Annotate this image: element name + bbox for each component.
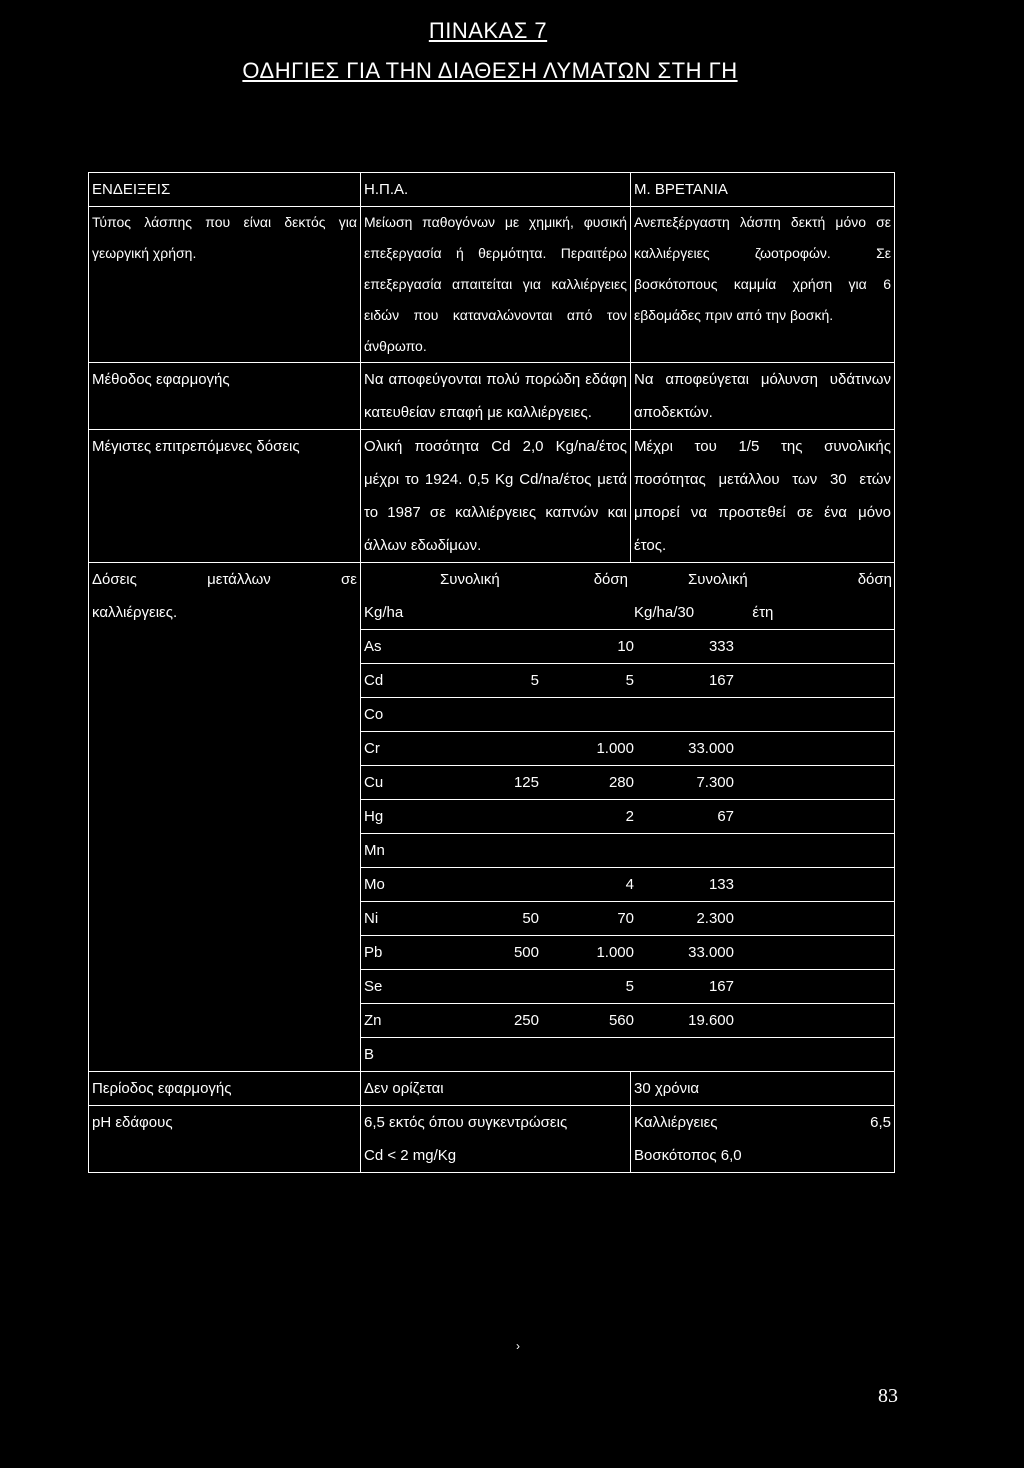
metal-uk-dose-30y: 333 [708, 638, 734, 655]
metal-symbol: Mn [364, 842, 385, 859]
header-usa: Η.Π.Α. [361, 173, 631, 207]
page-subtitle: ΟΔΗΓΙΕΣ ΓΙΑ ΤΗΝ ΔΙΑΘΕΣΗ ΛΥΜΑΤΩΝ ΣΤΗ ΓΗ [242, 58, 738, 83]
metal-doses-label [89, 563, 361, 630]
metal-symbol: Hg [364, 808, 384, 825]
usa-dose-label: δόση [593, 571, 628, 588]
metal-row-grid [364, 868, 891, 901]
metal-row [89, 1004, 895, 1038]
metal-uk-dose-30y: 7.300 [696, 774, 734, 791]
sludge-type-uk: Ανεπεξέργαστη λάσπη δεκτή μόνο σε καλλιέργειες ζωοτροφών. Σε βοσκότοπους καμμία χρήση για 6 εβδομάδες πριν από την βοσκή. [631, 207, 895, 363]
metal-usa-dose: 500 [513, 944, 539, 961]
uk-total-dose-label: Συνολική [688, 571, 748, 588]
metal-uk-dose: 10 [617, 638, 634, 655]
metal-doses-label-b: μετάλλων [207, 571, 271, 588]
metal-row-values [361, 1038, 895, 1072]
row-ph [89, 1106, 895, 1173]
metal-row [89, 1038, 895, 1072]
metal-symbol: Co [364, 706, 384, 723]
metal-row-values [361, 936, 895, 970]
period-usa: Δεν ορίζεται [361, 1072, 631, 1106]
metal-uk-dose-30y: 167 [708, 978, 734, 995]
metal-row-label-cell [89, 902, 361, 936]
metal-row-values [361, 800, 895, 834]
metal-row-grid [364, 630, 891, 663]
metal-row-values [361, 834, 895, 868]
metal-symbol: B [364, 1046, 375, 1063]
usa-unit: Kg/ha [364, 604, 404, 621]
metal-row-grid [364, 766, 891, 799]
method-usa: Να αποφεύγονται πολύ πορώδη εδάφη κατευθείαν επαφή με καλλιέργειες. [361, 363, 631, 430]
method-label: Μέθοδος εφαρμογής [89, 363, 361, 430]
header-indications: ΕΝΔΕΙΞΕΙΣ [89, 173, 361, 207]
metal-row-label-cell [89, 936, 361, 970]
row-metal-doses [89, 563, 895, 630]
period-uk: 30 χρόνια [631, 1072, 895, 1106]
header-uk: Μ. ΒΡΕΤΑΝΙΑ [631, 173, 895, 207]
metal-row-values [361, 664, 895, 698]
metal-row-grid [364, 1004, 891, 1037]
uk-unit: Kg/ha/30 [634, 604, 695, 621]
metal-row [89, 664, 895, 698]
metal-row-label-cell [89, 834, 361, 868]
metal-row [89, 868, 895, 902]
metal-row-grid [364, 902, 891, 935]
metal-usa-dose: 125 [513, 774, 539, 791]
ph-usa [361, 1106, 631, 1173]
sludge-type-usa: Μείωση παθογόνων με χημική, φυσική επεξεργασία ή θερμότητα. Περαιτέρω επεξεργασία απαιτείται για καλλιέργειες ειδών που καταναλώνονται από τον άνθρωπο. [361, 207, 631, 363]
ph-uk-crops: Καλλιέργειες [634, 1114, 718, 1131]
metal-uk-dose-30y: 33.000 [688, 740, 734, 757]
metal-row-grid [364, 664, 891, 697]
metal-rows [89, 630, 895, 1072]
metal-row [89, 698, 895, 732]
ph-usa-line1: 6,5 εκτός όπου συγκεντρώσεις [364, 1114, 568, 1131]
ph-uk [631, 1106, 895, 1173]
metal-row [89, 766, 895, 800]
metal-row-grid [364, 936, 891, 969]
metal-row-values [361, 1004, 895, 1038]
metal-doses-label-d: καλλιέργειες. [92, 604, 178, 621]
guidelines-table [88, 172, 895, 1173]
metal-row-label-cell [89, 766, 361, 800]
max-doses-usa: Ολική ποσότητα Cd 2,0 Kg/na/έτος μέχρι το 1924. 0,5 Kg Cd/na/έτος μετά το 1987 σε καλλιέργειες καπνών και άλλων εδωδίμων. [361, 430, 631, 563]
metal-uk-dose-30y: 133 [708, 876, 734, 893]
footer-mark: › [516, 1339, 520, 1353]
metal-uk-dose: 70 [617, 910, 634, 927]
metal-uk-dose-30y: 33.000 [688, 944, 734, 961]
row-period [89, 1072, 895, 1106]
method-uk: Να αποφεύγεται μόλυνση υδάτινων αποδεκτών. [631, 363, 895, 430]
metal-symbol: Se [364, 978, 383, 995]
metal-uk-dose: 4 [625, 876, 634, 893]
row-method [89, 363, 895, 430]
metal-row-grid [364, 834, 891, 867]
metal-symbol: Cu [364, 774, 384, 791]
metal-row-grid [364, 970, 891, 1003]
row-max-doses [89, 430, 895, 563]
metal-symbol: Mo [364, 876, 385, 893]
page-number: 83 [878, 1385, 898, 1407]
metal-symbol: Ni [364, 910, 379, 927]
period-label: Περίοδος εφαρμογής [89, 1072, 361, 1106]
metal-row-label-cell [89, 970, 361, 1004]
metal-row [89, 970, 895, 1004]
metal-symbol: Zn [364, 1012, 382, 1029]
metal-symbol: Pb [364, 944, 383, 961]
metal-row-label-cell [89, 664, 361, 698]
ph-uk-crops-value: 6,5 [870, 1114, 891, 1131]
metal-row-values [361, 630, 895, 664]
max-doses-uk: Μέχρι του 1/5 της συνολικής ποσότητας μετάλλου των 30 ετών μπορεί να προστεθεί σε ένα μόνο έτος. [631, 430, 895, 563]
metal-row-grid [364, 698, 891, 731]
metal-uk-dose: 5 [625, 978, 634, 995]
metal-row [89, 630, 895, 664]
metal-row-grid [364, 1038, 891, 1071]
metal-row-values [361, 970, 895, 1004]
metal-row-label-cell [89, 630, 361, 664]
metal-uk-dose-30y: 67 [717, 808, 734, 825]
metal-row [89, 800, 895, 834]
metal-row-label-cell [89, 1004, 361, 1038]
metal-symbol: Cr [364, 740, 380, 757]
uk-unit-years: έτη [752, 604, 774, 621]
metal-usa-dose: 50 [522, 910, 539, 927]
metal-row-label-cell [89, 868, 361, 902]
ph-usa-line2: Cd < 2 mg/Kg [364, 1147, 457, 1164]
metal-symbol: As [364, 638, 382, 655]
metal-row-values [361, 868, 895, 902]
metal-uk-dose-30y: 2.300 [696, 910, 734, 927]
row-sludge-type [89, 207, 895, 363]
metal-uk-dose: 1.000 [596, 944, 634, 961]
uk-dose-label: δόση [857, 571, 892, 588]
metal-uk-dose: 560 [608, 1012, 634, 1029]
metal-doses-header [361, 563, 895, 630]
metal-row-values [361, 766, 895, 800]
metal-uk-dose-30y: 19.600 [688, 1012, 734, 1029]
ph-uk-pasture: Βοσκότοπος 6,0 [634, 1147, 742, 1164]
metal-uk-dose-30y: 167 [708, 672, 734, 689]
metal-row-label-cell [89, 800, 361, 834]
metal-row-values [361, 732, 895, 766]
metal-row-grid [364, 732, 891, 765]
metal-doses-label-a: Δόσεις [92, 571, 137, 588]
metal-row [89, 834, 895, 868]
usa-total-dose-label: Συνολική [440, 571, 500, 588]
max-doses-label: Μέγιστες επιτρεπόμενες δόσεις [89, 430, 361, 563]
metal-doses-label-c: σε [341, 571, 357, 588]
metal-row [89, 936, 895, 970]
metal-usa-dose: 5 [530, 672, 539, 689]
metal-uk-dose: 1.000 [596, 740, 634, 757]
metal-row [89, 902, 895, 936]
metal-uk-dose: 5 [625, 672, 634, 689]
header-row [89, 173, 895, 207]
sludge-type-label: Τύπος λάσπης που είναι δεκτός για γεωργική χρήση. [89, 207, 361, 363]
metal-row-values [361, 698, 895, 732]
metal-row-grid [364, 800, 891, 833]
page-title: ΠΙΝΑΚΑΣ 7 [428, 18, 548, 43]
ph-label: pH εδάφους [89, 1106, 361, 1173]
metal-usa-dose: 250 [513, 1012, 539, 1029]
metal-row-label-cell [89, 732, 361, 766]
metal-uk-dose: 2 [625, 808, 634, 825]
metal-row-values [361, 902, 895, 936]
metal-uk-dose: 280 [608, 774, 634, 791]
metal-symbol: Cd [364, 672, 384, 689]
metal-row-label-cell [89, 698, 361, 732]
metal-row-label-cell [89, 1038, 361, 1072]
metal-row [89, 732, 895, 766]
